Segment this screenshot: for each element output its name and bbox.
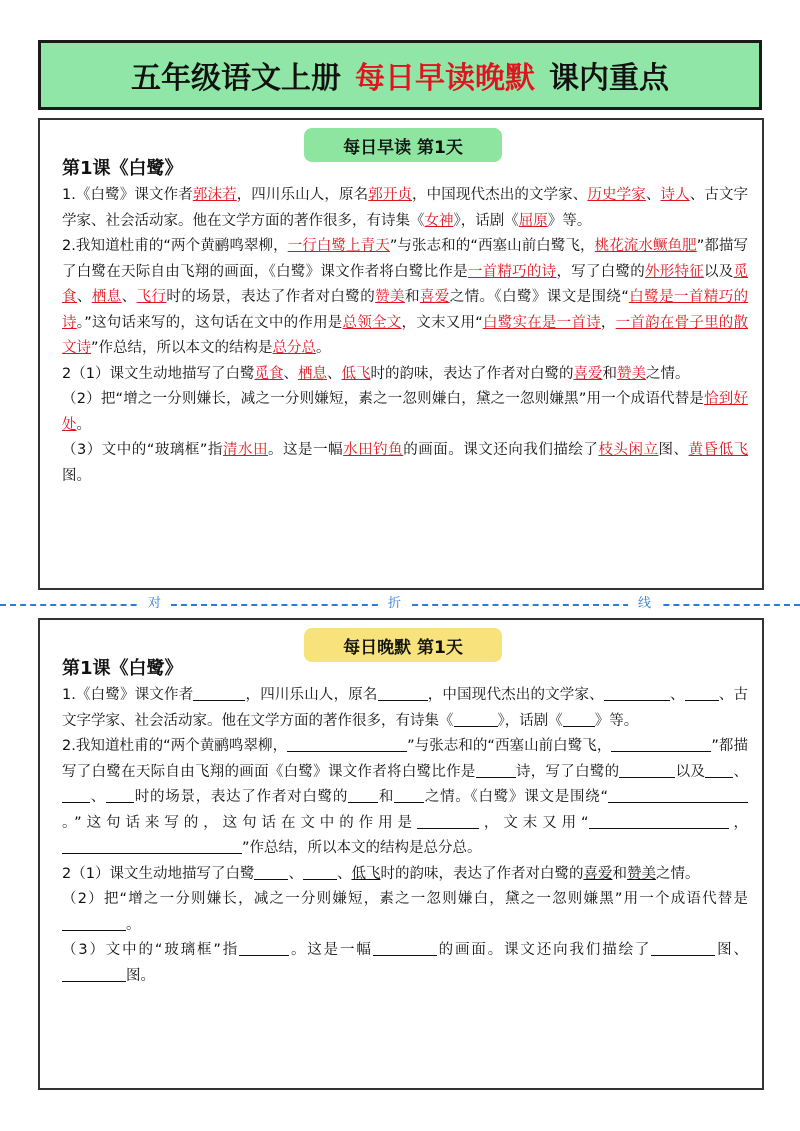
answer: 栖息 xyxy=(91,289,122,305)
text: 和 xyxy=(612,865,627,882)
answer: 总分总 xyxy=(272,340,317,356)
text: （2）把“增之一分则嫌长，减之一分则嫌短，素之一忽则嫌白，黛之一忽则嫌黑”用一个成语代替是 xyxy=(62,391,705,407)
text: 。这是一幅 xyxy=(289,942,373,958)
answer: 赞美 xyxy=(375,289,405,305)
answer: 一行白鹭上青天 xyxy=(287,238,390,254)
text: 、 xyxy=(669,687,685,703)
blank[interactable] xyxy=(454,711,498,727)
evening-content xyxy=(62,658,748,989)
blank[interactable] xyxy=(193,685,245,701)
blank[interactable] xyxy=(254,864,288,880)
text: 、 xyxy=(645,187,661,203)
answer: 总领全文 xyxy=(342,314,402,331)
text: （3）文中的“玻璃框”指 xyxy=(62,942,240,958)
text: 1.《白鹭》课文作者 xyxy=(62,687,194,703)
answer: 低飞 xyxy=(341,365,371,382)
text: 和 xyxy=(602,365,617,382)
text: 时的韵味，表达了作者对白鹭的 xyxy=(380,865,584,882)
text: ”与张志和的“西塞山前白鹭飞， xyxy=(389,238,595,254)
answer: 黄昏低飞 xyxy=(688,442,749,458)
text: 、 xyxy=(76,289,92,305)
answer: 喜爱 xyxy=(419,289,450,305)
paragraph-1 xyxy=(62,183,748,234)
title-prefix: 五年级语文上册 xyxy=(131,61,341,96)
text: ，文末又用“ xyxy=(478,814,589,831)
paragraph-2 xyxy=(62,734,748,862)
text: 以及 xyxy=(704,263,734,280)
text: ，中国现代杰出的文学家、 xyxy=(427,687,604,703)
text: 、 xyxy=(283,365,298,382)
text: 时的韵味，表达了作者对白鹭的 xyxy=(370,365,574,382)
text: 2.我知道杜甫的“两个黄鹂鸣翠柳， xyxy=(62,738,288,754)
paragraph-3 xyxy=(62,862,748,888)
answer: 觅食 xyxy=(254,365,284,382)
fold-line xyxy=(0,594,800,616)
answer: 清水田 xyxy=(222,442,269,458)
fold-label-1: 对 xyxy=(138,594,171,614)
answer: 水田钓鱼 xyxy=(343,442,404,458)
text: 图。 xyxy=(126,967,155,984)
answer: 郭沫若 xyxy=(192,187,237,203)
underlined-word: 低飞 xyxy=(351,865,381,882)
paragraph-5 xyxy=(62,438,748,489)
text: 以及 xyxy=(675,763,706,780)
text: 和 xyxy=(378,789,395,805)
answer: 恰到好处 xyxy=(62,391,749,433)
blank[interactable] xyxy=(62,787,90,803)
text: 之情。《白鹭》课文是围绕“ xyxy=(424,789,608,805)
text: 诗，写了白鹭的 xyxy=(515,763,620,780)
text: ，写了白鹭的 xyxy=(556,263,645,280)
morning-badge: 每日早读 第1天 xyxy=(304,128,502,162)
text: 。”这句话来写的，这句话在文中的作用是 xyxy=(62,814,417,831)
fold-label-2: 折 xyxy=(378,594,411,614)
text: ”作总结，所以本文的结构是 xyxy=(91,340,273,356)
text: 2（1）课文生动地描写了白鹭 xyxy=(62,865,255,882)
text: 2.我知道杜甫的“两个黄鹂鸣翠柳， xyxy=(62,238,288,254)
title-banner xyxy=(38,40,762,110)
blank[interactable] xyxy=(303,864,337,880)
blank[interactable] xyxy=(239,940,289,956)
text: 》，话剧《 xyxy=(453,212,519,229)
answer: 枝头闲立 xyxy=(598,442,659,458)
paragraph-5 xyxy=(62,938,748,989)
text: 图。 xyxy=(62,467,91,484)
blank[interactable] xyxy=(287,736,407,752)
answer: 女神 xyxy=(424,212,454,229)
text: 之情。 xyxy=(655,865,700,882)
text: 的画面。课文还向我们描绘了 xyxy=(403,442,599,458)
blank[interactable] xyxy=(373,940,437,956)
answer: 一首精巧的诗 xyxy=(467,263,557,280)
blank[interactable] xyxy=(62,838,242,854)
text: 》等。 xyxy=(594,712,639,729)
text: 1.《白鹭》课文作者 xyxy=(62,187,193,203)
text: 》，话剧《 xyxy=(497,712,563,729)
text: ”都描写了白鹭在天际自由飞翔的画面，《白鹭》课文作者将白鹭比作是 xyxy=(62,238,749,280)
text: ，四川乐山人，原名 xyxy=(245,687,378,703)
text: 时的场景，表达了作者对白鹭的 xyxy=(166,289,376,305)
answer: 郭开贞 xyxy=(368,187,413,203)
text: ”都描写了白鹭在天际自由飞翔的画面《白鹭》课文作者将白鹭比作是 xyxy=(62,738,748,780)
title-accent: 每日早读晚默 xyxy=(355,61,535,96)
blank[interactable] xyxy=(608,787,748,803)
lesson-title: 第1课《白鹭》 xyxy=(62,158,183,179)
blank[interactable] xyxy=(611,736,711,752)
answer: 白鹭是一首精巧的诗 xyxy=(62,289,749,331)
answer: 赞美 xyxy=(616,365,646,382)
answer: 历史学家 xyxy=(587,187,646,203)
blank[interactable] xyxy=(604,685,670,701)
title-suffix: 课内重点 xyxy=(549,61,669,96)
text: ， xyxy=(600,314,616,331)
paragraph-4 xyxy=(62,887,748,938)
blank[interactable] xyxy=(705,762,733,778)
text: 的画面。课文还向我们描绘了 xyxy=(436,942,652,958)
answer: 觅食 xyxy=(62,263,749,305)
blank[interactable] xyxy=(619,762,675,778)
blank[interactable] xyxy=(651,940,715,956)
blank[interactable] xyxy=(106,787,134,803)
morning-reading-panel xyxy=(38,118,764,590)
lesson-title: 第1课《白鹭》 xyxy=(62,658,183,679)
text: 、 xyxy=(288,865,303,882)
morning-content xyxy=(62,158,748,489)
text: ， xyxy=(728,814,749,831)
blank[interactable] xyxy=(476,762,516,778)
text: 、 xyxy=(90,789,106,805)
underlined-word: 喜爱 xyxy=(583,865,613,882)
text: 、古文字学家、社会活动家。他在文学方面的著作很多，有诗集《 xyxy=(62,187,749,229)
answer: 一首韵在骨子里的散文诗 xyxy=(62,314,749,356)
paragraph-4 xyxy=(62,387,748,438)
answer: 栖息 xyxy=(297,365,327,382)
blank[interactable] xyxy=(589,813,729,829)
text: ”与张志和的“西塞山前白鹭飞， xyxy=(407,738,612,754)
answer: 外形特征 xyxy=(645,263,705,280)
text: ，文末又用“ xyxy=(401,314,483,331)
answer: 飞行 xyxy=(136,289,167,305)
text: 图、 xyxy=(658,442,689,458)
text: 。这是一幅 xyxy=(268,442,344,458)
answer: 屈原 xyxy=(518,212,548,229)
text: （2）把“增之一分则嫌长，减之一分则嫌短，素之一忽则嫌白，黛之一忽则嫌黑”用一个成语代替是 xyxy=(62,891,748,907)
paragraph-3 xyxy=(62,362,748,388)
underlined-word: 赞美 xyxy=(626,865,656,882)
answer: 桃花流水鳜鱼肥 xyxy=(594,238,697,254)
text: 、 xyxy=(326,365,342,382)
evening-dictation-panel xyxy=(38,618,764,1090)
answer: 诗人 xyxy=(660,187,690,203)
text: 之情。《白鹭》课文是围绕“ xyxy=(449,289,629,305)
text: 、 xyxy=(121,289,137,305)
blank[interactable] xyxy=(417,813,479,829)
evening-badge: 每日晚默 第1天 xyxy=(304,628,502,662)
text: （3）文中的“玻璃框”指 xyxy=(62,442,223,458)
blank[interactable] xyxy=(378,685,428,701)
answer: 白鹭实在是一首诗 xyxy=(482,314,601,331)
blank[interactable] xyxy=(62,915,126,931)
text: 。 xyxy=(316,340,331,356)
blank[interactable] xyxy=(685,685,719,701)
paragraph-1 xyxy=(62,683,748,734)
text: 。”这句话来写的，这句话在文中的作用是 xyxy=(76,314,343,331)
text: 2（1）课文生动地描写了白鹭 xyxy=(62,365,255,382)
text: ”作总结，所以本文的结构是总分总。 xyxy=(242,840,482,856)
text: ，中国现代杰出的文学家、 xyxy=(412,187,588,203)
fold-label-3: 线 xyxy=(628,594,661,614)
blank[interactable] xyxy=(62,966,126,982)
text: 、 xyxy=(733,763,749,780)
text: 。 xyxy=(76,416,91,433)
text: 和 xyxy=(404,289,420,305)
text: 。 xyxy=(126,916,141,933)
blank[interactable] xyxy=(348,787,378,803)
answer: 喜爱 xyxy=(573,365,603,382)
text: ，四川乐山人，原名 xyxy=(236,187,369,203)
paragraph-2 xyxy=(62,234,748,362)
text: 、古文字学家、社会活动家。他在文学方面的著作很多，有诗集《 xyxy=(62,687,749,729)
blank[interactable] xyxy=(394,787,424,803)
text: 图、 xyxy=(715,942,749,958)
text: 之情。 xyxy=(645,365,690,382)
text: 、 xyxy=(336,865,352,882)
text: 》等。 xyxy=(547,212,592,229)
blank[interactable] xyxy=(563,711,595,727)
text: 时的场景，表达了作者对白鹭的 xyxy=(133,789,349,805)
